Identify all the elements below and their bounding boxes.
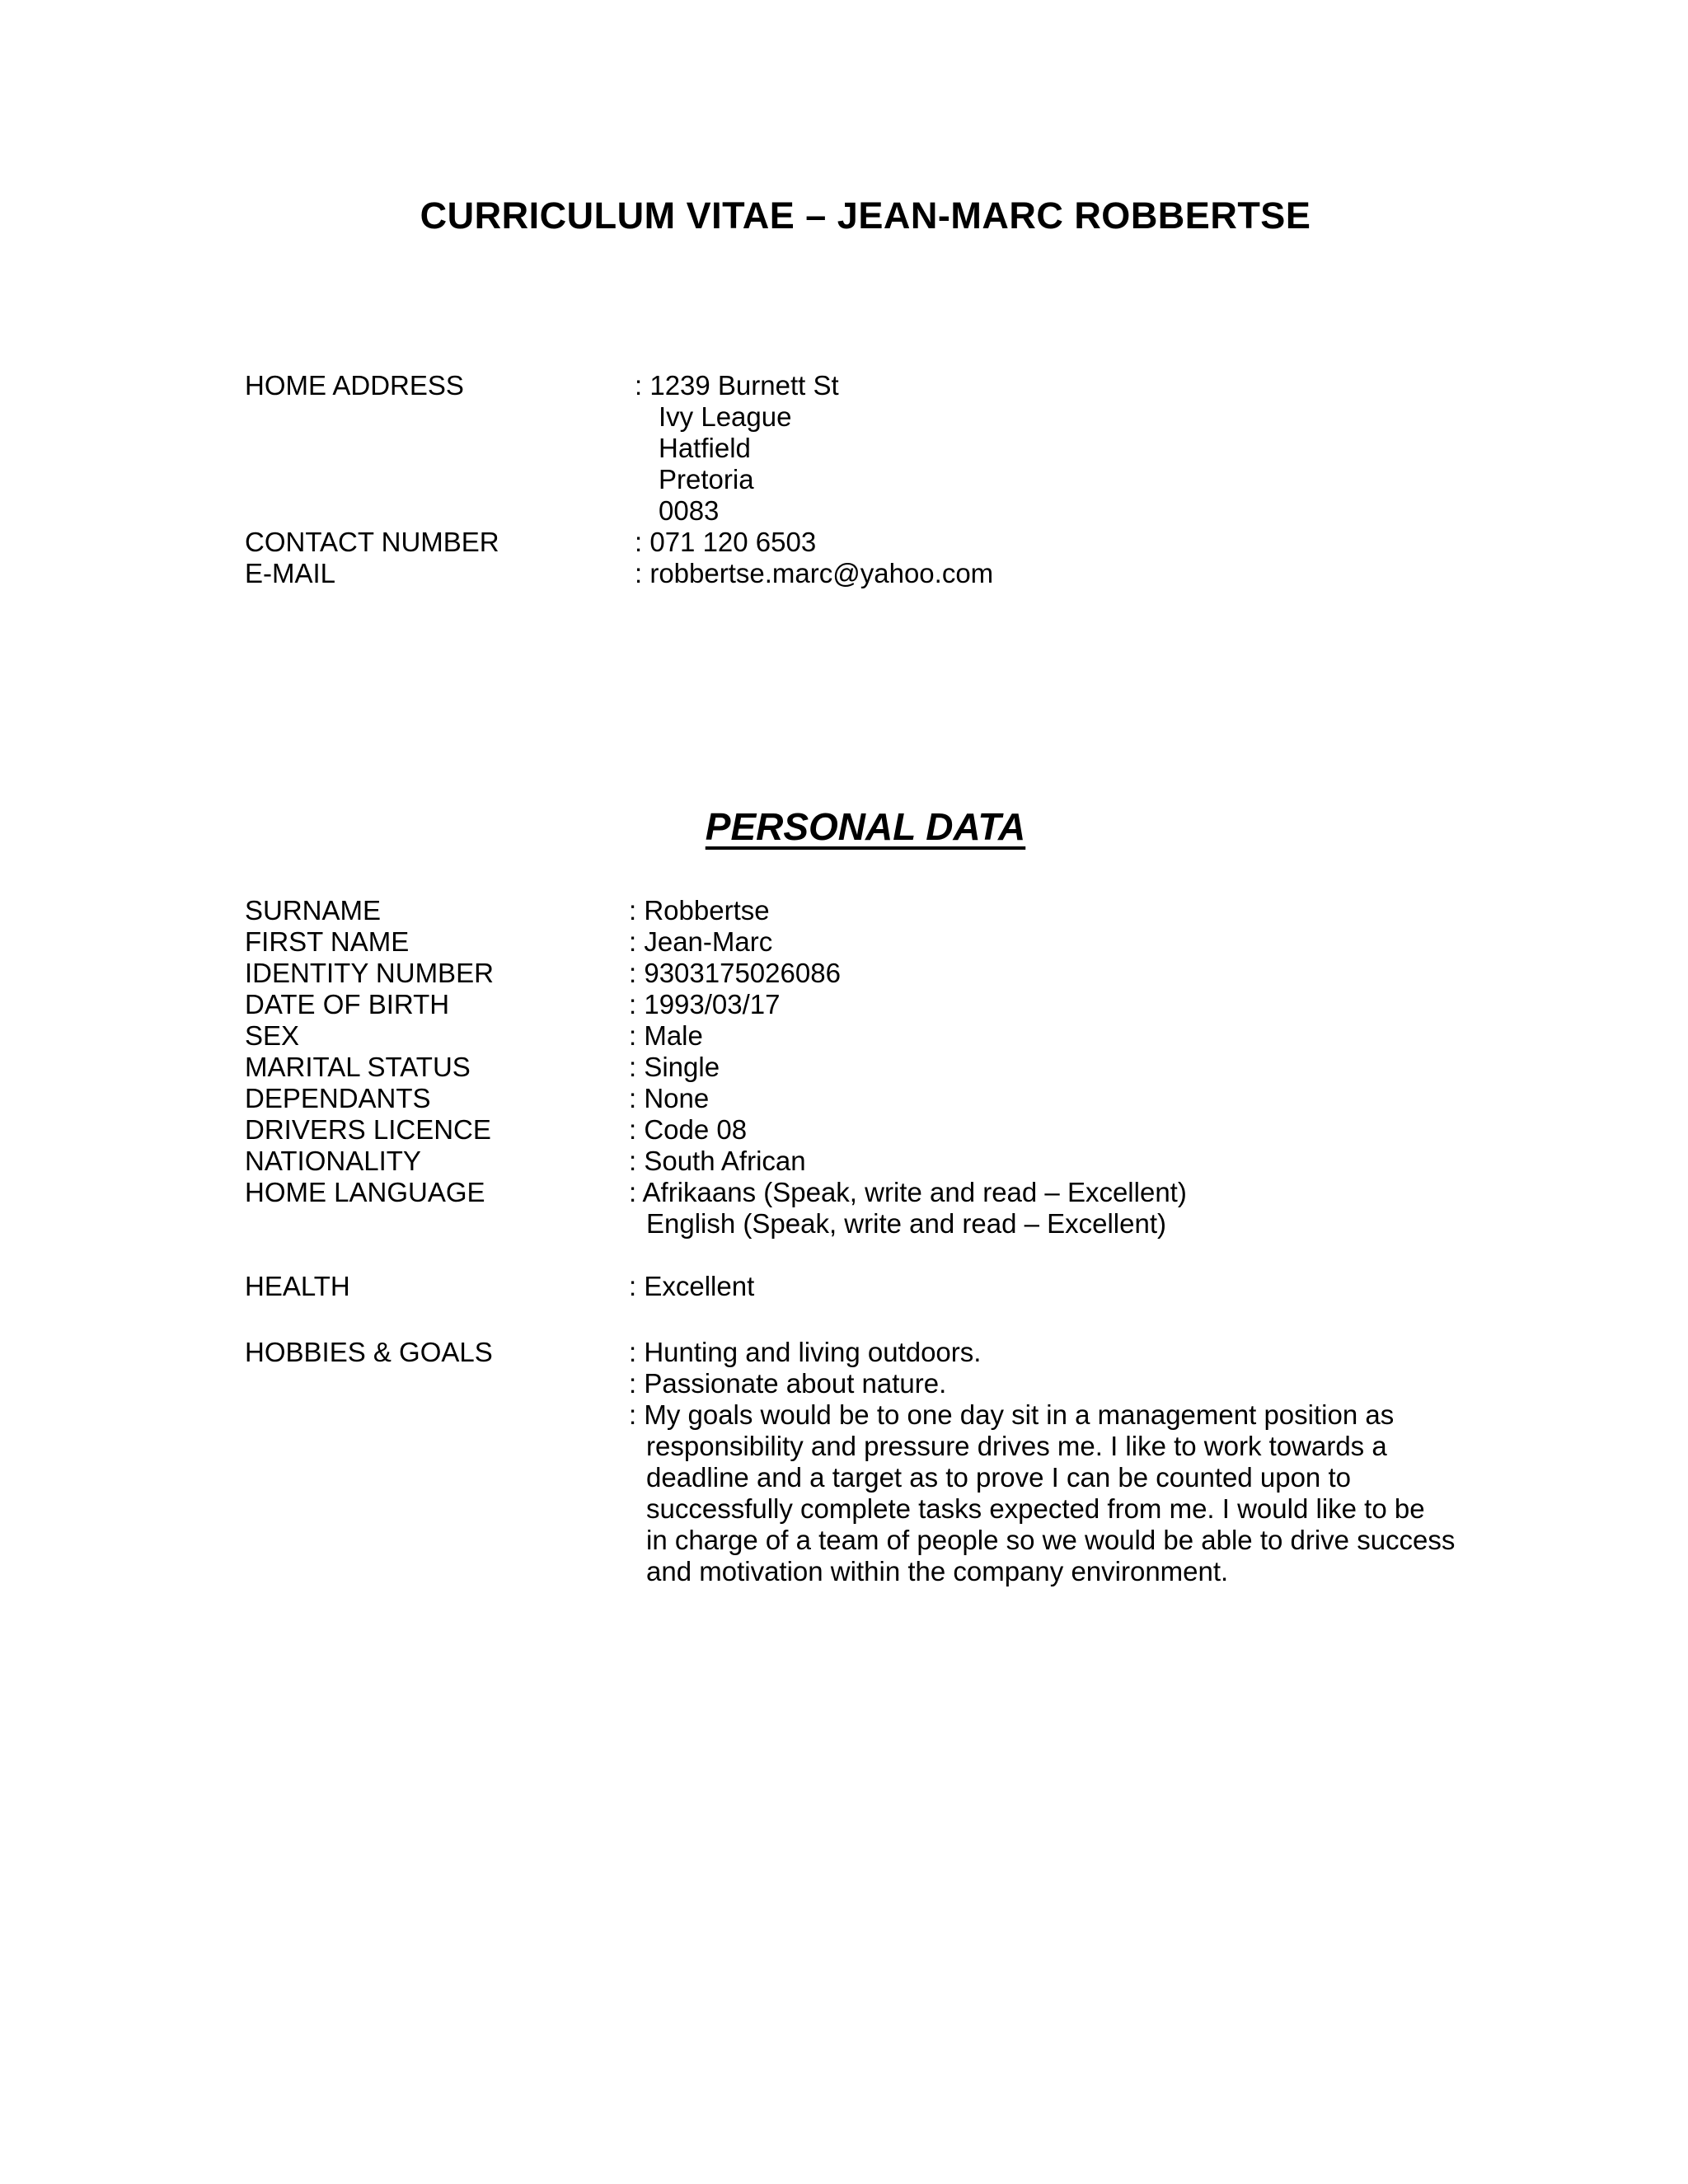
address-line: 0083 [659, 495, 720, 526]
goals-paragraph [646, 1431, 1455, 1587]
row-value: : South African [629, 1146, 806, 1176]
row-value: : Jean-Marc [629, 926, 773, 957]
home-language-continuation [646, 1208, 1166, 1240]
email-label: E-MAIL [245, 558, 336, 588]
hobbies-label: HOBBIES & GOALS [245, 1337, 493, 1367]
row-label: DRIVERS LICENCE [245, 1114, 491, 1145]
hobby-item: : Hunting and living outdoors. [629, 1337, 982, 1367]
row-label: DATE OF BIRTH [245, 989, 450, 1019]
row-label: FIRST NAME [245, 926, 410, 957]
home-address-label: HOME ADDRESS [245, 370, 464, 401]
address-line: Pretoria [659, 464, 754, 494]
contact-number-label: CONTACT NUMBER [245, 527, 499, 557]
row-label: SEX [245, 1020, 300, 1051]
row-value: : 9303175026086 [629, 958, 841, 988]
address-line: Ivy League [659, 401, 792, 432]
goals-line: deadline and a target as to prove I can be counted upon to [646, 1462, 1351, 1493]
address-line: Hatfield [659, 433, 751, 463]
hobby-item: : My goals would be to one day sit in a management position as [629, 1399, 1395, 1430]
email-value: : robbertse.marc@yahoo.com [635, 558, 994, 588]
row-value: : Robbertse [629, 895, 770, 926]
goals-line: successfully complete tasks expected from me. I would like to be [646, 1493, 1425, 1524]
goals-line: and motivation within the company environment. [646, 1556, 1229, 1586]
goals-line: responsibility and pressure drives me. I like to work towards a [646, 1431, 1387, 1461]
row-label: HOME LANGUAGE [245, 1177, 485, 1207]
hobby-item: : Passionate about nature. [629, 1368, 947, 1399]
contact-number-value: : 071 120 6503 [635, 527, 817, 557]
row-label: SURNAME [245, 895, 382, 926]
row-value: : 1993/03/17 [629, 989, 781, 1019]
row-value: : Single [629, 1052, 720, 1082]
home-address-line: : 1239 Burnett St [635, 370, 839, 401]
language-line: English (Speak, write and read – Excellent) [646, 1208, 1166, 1239]
row-label: NATIONALITY [245, 1146, 421, 1176]
row-value: : Male [629, 1020, 703, 1051]
personal-data-heading: PERSONAL DATA [705, 805, 1026, 848]
document-title: CURRICULUM VITAE – JEAN-MARC ROBBERTSE [420, 194, 1311, 237]
goals-line: in charge of a team of people so we would be able to drive success [646, 1525, 1456, 1555]
row-label: DEPENDANTS [245, 1083, 431, 1113]
row-value: : Afrikaans (Speak, write and read – Excellent) [629, 1177, 1187, 1207]
health-value: : Excellent [629, 1271, 755, 1301]
health-label: HEALTH [245, 1271, 350, 1301]
row-label: MARITAL STATUS [245, 1052, 471, 1082]
row-value: : None [629, 1083, 710, 1113]
home-address-continuation [659, 401, 791, 527]
row-label: IDENTITY NUMBER [245, 958, 494, 988]
row-value: : Code 08 [629, 1114, 748, 1145]
